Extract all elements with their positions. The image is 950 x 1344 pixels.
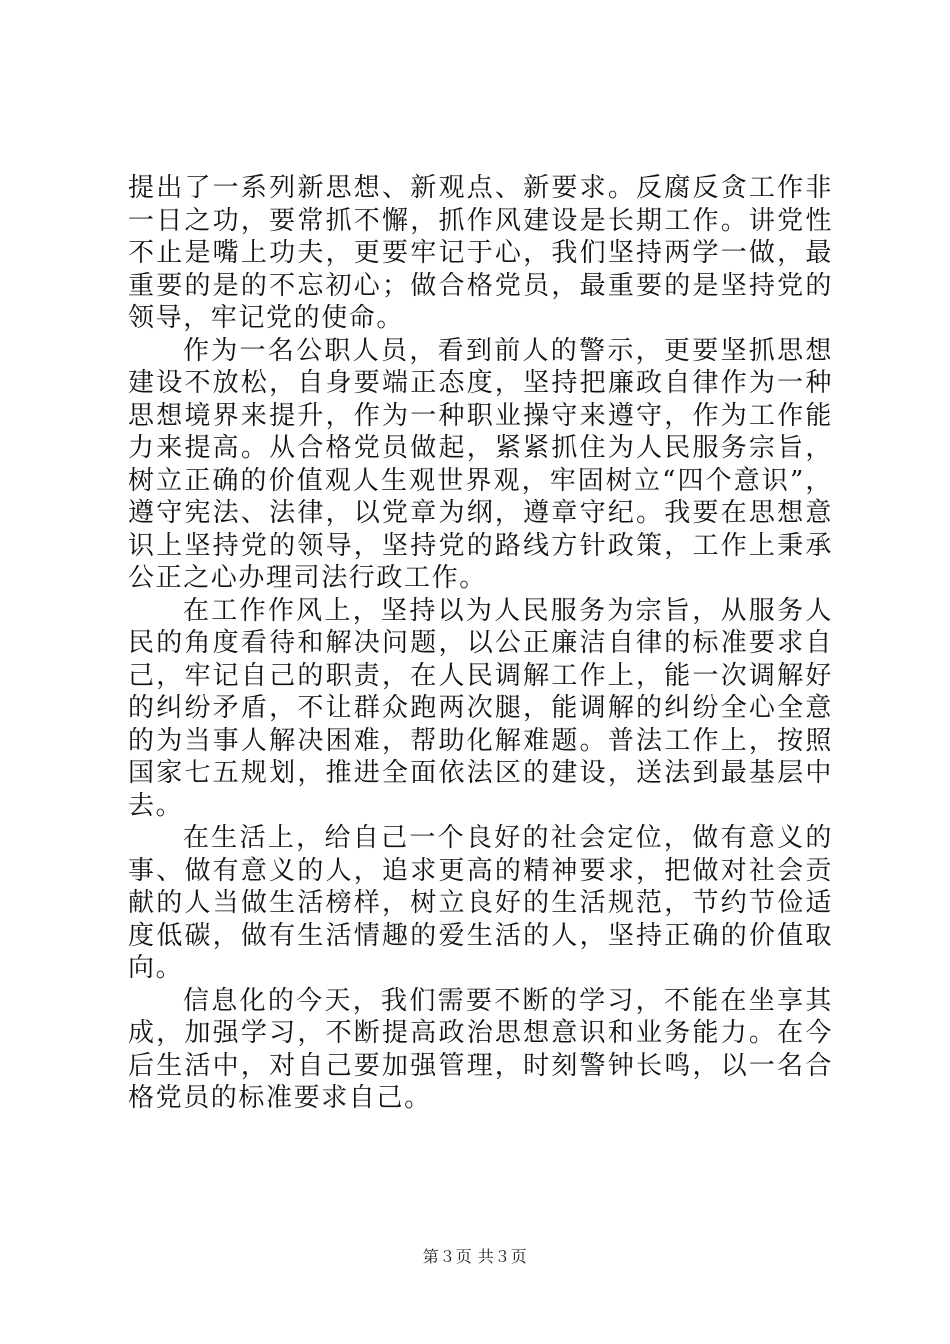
paragraph-learning: 信息化的今天，我们需要不断的学习，不能在坐享其成，加强学习，不断提高政治思想意识和业务能力。在今后生活中，对自己要加强管理，时刻警钟长鸣，以一名合格党员的标准要求自己。 (128, 985, 833, 1113)
paragraph-work-style: 在工作作风上，坚持以为人民服务为宗旨，从服务人民的角度看待和解决问题，以公正廉洁自律的标准要求自己，牢记自己的职责，在人民调解工作上，能一次调解好的纠纷矛盾，不让群众跑两次腿，能调解的纠纷全心全意的为当事人解决困难，帮助化解难题。普法工作上，按照国家七五规划，推进全面依法区的建设，送法到最基层中去。 (128, 595, 833, 821)
paragraph-public-servant: 作为一名公职人员，看到前人的警示，更要坚抓思想建设不放松，自身要端正态度，坚持把廉政自律作为一种思想境界来提升，作为一种职业操守来遵守，作为工作能力来提高。从合格党员做起，紧紧抓住为人民服务宗旨，树立正确的价值观人生观世界观，牢固树立“四个意识”，遵守宪法、法律，以党章为纲，遵章守纪。我要在思想意识上坚持党的领导，坚持党的路线方针政策，工作上秉承公正之心办理司法行政工作。 (128, 335, 833, 593)
paragraph-continuation: 提出了一系列新思想、新观点、新要求。反腐反贪工作非一日之功，要常抓不懈，抓作风建设是长期工作。讲党性不止是嘴上功夫，更要牢记于心，我们坚持两学一做，最重要的是的不忘初心；做合格党员，最重要的是坚持党的领导，牢记党的使命。 (128, 173, 833, 333)
body-text (128, 172, 833, 1115)
paragraph-life: 在生活上，给自己一个良好的社会定位，做有意义的事、做有意义的人，追求更高的精神要求，把做对社会贡献的人当做生活榜样，树立良好的生活规范，节约节俭适度低碳，做有生活情趣的爱生活的人，坚持正确的价值取向。 (128, 823, 833, 983)
page-number-footer: 第３页 共３页 (422, 1247, 528, 1266)
